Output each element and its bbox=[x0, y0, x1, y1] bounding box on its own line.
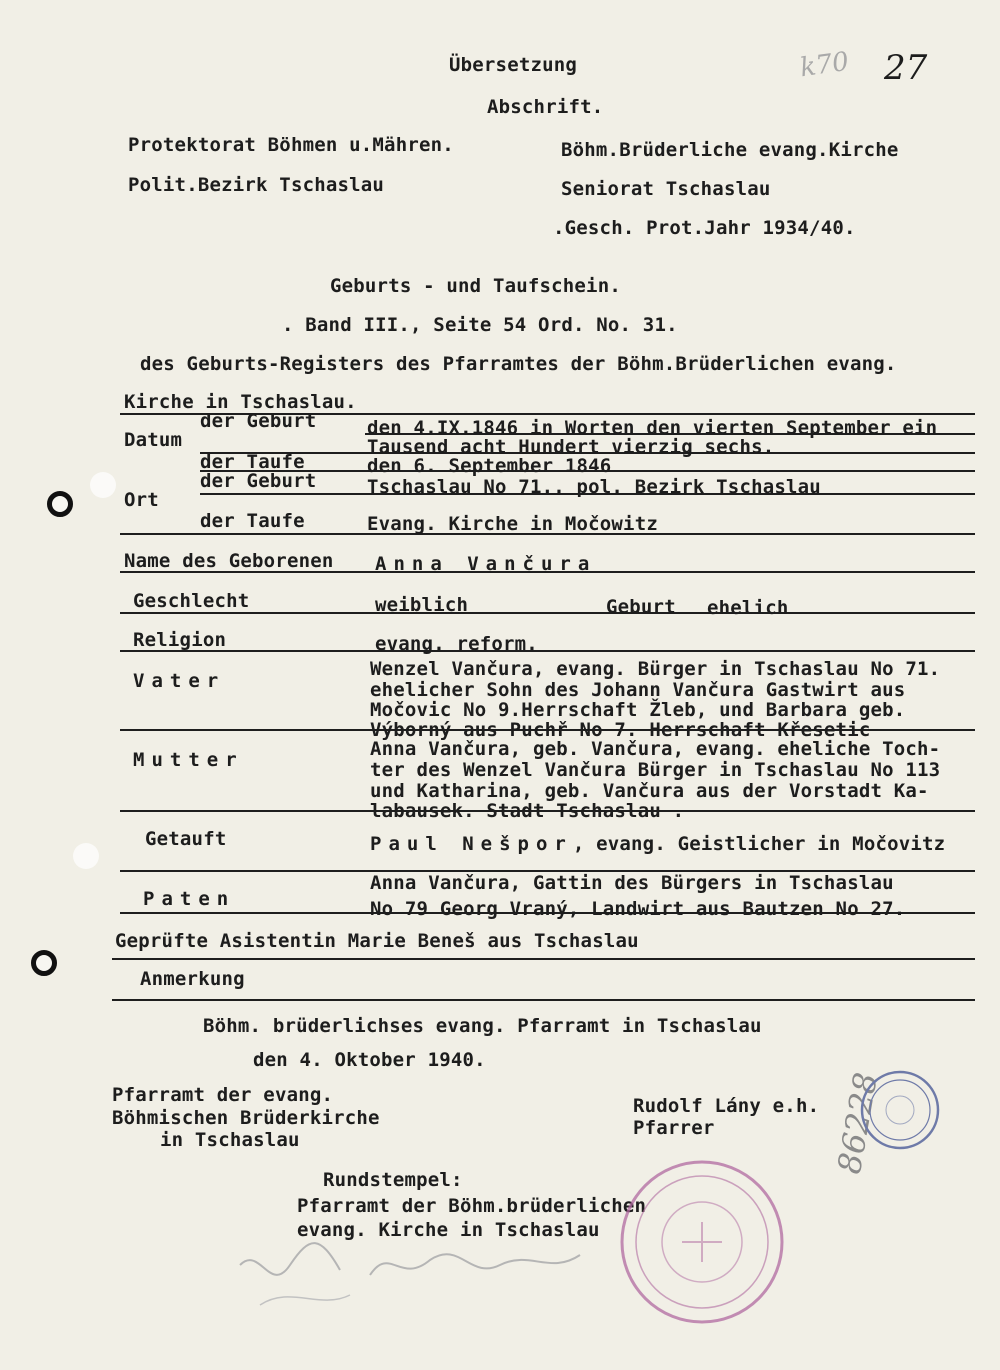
religion-value: evang. reform. bbox=[375, 633, 538, 655]
seniorat-line: Seniorat Tschaslau bbox=[561, 178, 771, 200]
register-line: des Geburts-Registers des Pfarramtes der Böhm.Brüderlichen evang. bbox=[140, 353, 897, 375]
vater-label: Vater bbox=[133, 670, 226, 692]
mutter-line: Anna Vančura, geb. Vančura, evang. eheliche Toch- bbox=[370, 738, 941, 760]
form-rule bbox=[112, 999, 975, 1001]
checked-by-line: Geprüfte Asistentin Marie Beneš aus Tschaslau bbox=[115, 930, 639, 952]
geburt-status-value: ehelich bbox=[707, 597, 789, 619]
geschlecht-value: weiblich bbox=[375, 594, 469, 616]
birth-date-words: Tausend acht Hundert vierzig sechs. bbox=[367, 436, 775, 458]
religion-label: Religion bbox=[133, 629, 227, 651]
register-line-cont: Kirche in Tschaslau. bbox=[124, 391, 357, 413]
stamp-label: Rundstempel: bbox=[323, 1169, 463, 1191]
geburt-place-label: der Geburt bbox=[200, 470, 317, 492]
signer-title: Pfarrer bbox=[633, 1117, 715, 1139]
vater-line: Výborný aus Puchř No 7. Herrschaft Křesetic bbox=[370, 719, 871, 741]
paten-line: Anna Vančura, Gattin des Bürgers in Tschaslau bbox=[370, 872, 894, 894]
office-line: Böhmischen Brüderkirche bbox=[112, 1107, 380, 1129]
mutter-label: Mutter bbox=[133, 749, 244, 771]
protocol-line: .Gesch. Prot.Jahr 1934/40. bbox=[553, 217, 856, 239]
baptism-date-value: den 6. September 1846 bbox=[367, 455, 612, 477]
taufe-place-label: der Taufe bbox=[200, 510, 305, 532]
office-line: Pfarramt der evang. bbox=[112, 1084, 334, 1106]
taufe-date-label: der Taufe bbox=[200, 451, 305, 473]
certificate-heading: Geburts - und Taufschein. bbox=[330, 275, 621, 297]
priest-name: Paul Nešpor bbox=[370, 833, 573, 855]
mutter-line: labausek. Stadt Tschaslau . bbox=[370, 800, 685, 822]
bezirk-line: Polit.Bezirk Tschaslau bbox=[128, 174, 385, 196]
baptism-place-value: Evang. Kirche in Močowitz bbox=[367, 513, 658, 535]
mutter-line: und Katharina, geb. Vančura aus der Vorstadt Ka- bbox=[370, 780, 929, 802]
copy-label: Abschrift. bbox=[487, 96, 604, 118]
form-rule bbox=[120, 612, 975, 614]
vater-line: Močovic No 9.Herrschaft Žleb, und Barbara geb. bbox=[370, 699, 906, 721]
issue-date: den 4. Oktober 1940. bbox=[253, 1049, 486, 1071]
archive-seal-stamp bbox=[858, 1068, 942, 1152]
stamp-text: Pfarramt der Böhm.brüderlichen bbox=[297, 1195, 647, 1217]
punch-hole-shadow bbox=[73, 843, 99, 869]
vater-line: Wenzel Vančura, evang. Bürger in Tschaslau No 71. bbox=[370, 658, 941, 680]
protektorat-line: Protektorat Böhmen u.Mähren. bbox=[128, 134, 454, 156]
office-line: in Tschaslau bbox=[160, 1129, 300, 1151]
geburt-date-label: der Geburt bbox=[200, 410, 317, 432]
church-line: Böhm.Brüderliche evang.Kirche bbox=[561, 139, 899, 161]
punch-hole bbox=[31, 950, 57, 976]
document-title: Übersetzung bbox=[449, 54, 578, 76]
priest-description: , evang. Geistlicher in Močovitz bbox=[572, 833, 946, 855]
pfarramt-line: Böhm. brüderlichses evang. Pfarramt in Tschaslau bbox=[203, 1015, 762, 1037]
punch-hole-shadow bbox=[90, 472, 116, 498]
mutter-line: ter des Wenzel Vančura Bürger in Tschaslau No 113 bbox=[370, 759, 941, 781]
paten-label: Paten bbox=[143, 888, 236, 910]
paten-line: No 79 Georg Vraný, Landwirt aus Bautzen No 27. bbox=[370, 898, 906, 920]
form-rule bbox=[120, 650, 975, 652]
birth-place-value: Tschaslau No 71.. pol. Bezirk Tschaslau bbox=[367, 476, 821, 498]
getauft-value bbox=[370, 833, 945, 855]
vater-line: ehelicher Sohn des Johann Vančura Gastwirt aus bbox=[370, 679, 906, 701]
pencil-mark: k70 bbox=[798, 46, 851, 84]
page-number: 27 bbox=[884, 48, 928, 88]
birth-date-value: den 4.IX.1846 in Worten den vierten September ein bbox=[367, 417, 938, 439]
datum-label: Datum bbox=[124, 429, 183, 451]
name-label: Name des Geborenen bbox=[124, 550, 334, 572]
signature bbox=[230, 1225, 650, 1315]
punch-hole bbox=[47, 491, 73, 517]
anmerkung-label: Anmerkung bbox=[140, 968, 245, 990]
form-rule bbox=[112, 958, 975, 960]
stamp-text: evang. Kirche in Tschaslau bbox=[297, 1219, 600, 1241]
geburt-status-label: Geburt bbox=[606, 596, 676, 618]
register-reference: . Band III., Seite 54 Ord. No. 31. bbox=[282, 314, 678, 336]
ort-label: Ort bbox=[124, 489, 159, 511]
geschlecht-label: Geschlecht bbox=[133, 590, 250, 612]
getauft-label: Getauft bbox=[145, 828, 227, 850]
name-value: Anna Vančura bbox=[375, 553, 597, 575]
archive-number: 86228 bbox=[830, 1069, 886, 1177]
signer-name: Rudolf Lány e.h. bbox=[633, 1095, 820, 1117]
